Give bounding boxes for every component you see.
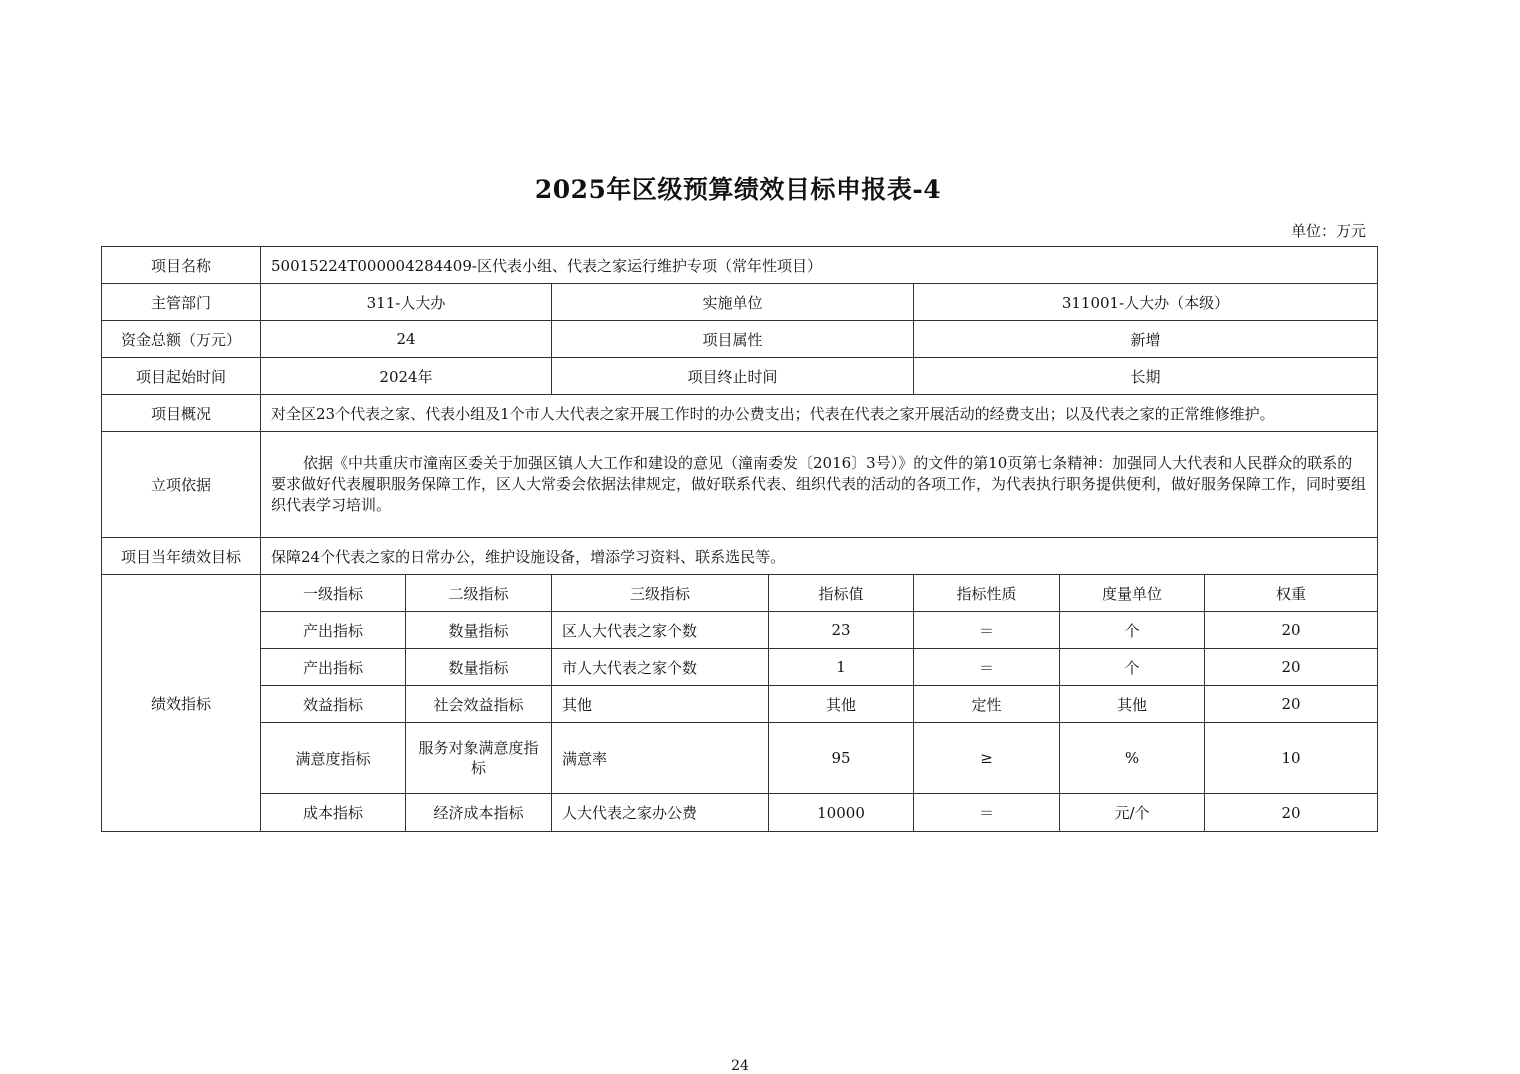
indicator-row xyxy=(102,612,1378,649)
header-level1: 一级指标 xyxy=(261,575,406,612)
project-name-value: 50015224T000004284409-区代表小组、代表之家运行维护专项（常年性项目） xyxy=(261,247,1378,284)
header-level2: 二级指标 xyxy=(406,575,552,612)
goal-label: 项目当年绩效目标 xyxy=(102,538,261,575)
weight-cell: 20 xyxy=(1205,649,1378,686)
impl-value: 311001-人大办（本级） xyxy=(914,284,1378,321)
row-basis xyxy=(102,432,1378,538)
nature-cell: ＝ xyxy=(914,649,1060,686)
page-title: 2025年区级预算绩效目标申报表-4 xyxy=(534,175,942,204)
row-period xyxy=(102,358,1378,395)
weight-cell: 20 xyxy=(1205,794,1378,832)
fund-value: 24 xyxy=(261,321,552,358)
value-cell: 1 xyxy=(769,649,914,686)
fund-label: 资金总额（万元） xyxy=(102,321,261,358)
value-cell: 23 xyxy=(769,612,914,649)
weight-cell: 20 xyxy=(1205,686,1378,723)
nature-cell: ＝ xyxy=(914,612,1060,649)
unit-cell: 其他 xyxy=(1060,686,1205,723)
level2-cell: 服务对象满意度指标 xyxy=(406,723,552,794)
level1-cell: 产出指标 xyxy=(261,649,406,686)
dept-label: 主管部门 xyxy=(102,284,261,321)
row-fund xyxy=(102,321,1378,358)
unit-cell: 元/个 xyxy=(1060,794,1205,832)
level1-cell: 产出指标 xyxy=(261,612,406,649)
level2-cell: 数量指标 xyxy=(406,649,552,686)
level2-cell: 数量指标 xyxy=(406,612,552,649)
level3-cell: 市人大代表之家个数 xyxy=(552,649,769,686)
value-cell: 95 xyxy=(769,723,914,794)
indicator-row xyxy=(102,649,1378,686)
unit-cell: 个 xyxy=(1060,612,1205,649)
value-cell: 10000 xyxy=(769,794,914,832)
unit-cell: 个 xyxy=(1060,649,1205,686)
budget-performance-table xyxy=(101,246,1378,832)
level1-cell: 效益指标 xyxy=(261,686,406,723)
attr-label: 项目属性 xyxy=(552,321,914,358)
row-department xyxy=(102,284,1378,321)
indicator-row xyxy=(102,723,1378,794)
header-value: 指标值 xyxy=(769,575,914,612)
header-nature: 指标性质 xyxy=(914,575,1060,612)
level2-cell: 经济成本指标 xyxy=(406,794,552,832)
goal-value: 保障24个代表之家的日常办公，维护设施设备，增添学习资料、联系选民等。 xyxy=(261,538,1378,575)
indicator-header-row xyxy=(102,575,1378,612)
weight-cell: 20 xyxy=(1205,612,1378,649)
overview-label: 项目概况 xyxy=(102,395,261,432)
value-cell: 其他 xyxy=(769,686,914,723)
level3-cell: 其他 xyxy=(552,686,769,723)
indicators-section-label: 绩效指标 xyxy=(102,575,261,832)
weight-cell: 10 xyxy=(1205,723,1378,794)
level1-cell: 满意度指标 xyxy=(261,723,406,794)
nature-cell: 定性 xyxy=(914,686,1060,723)
indicator-row xyxy=(102,686,1378,723)
row-project-name xyxy=(102,247,1378,284)
nature-cell: ≥ xyxy=(914,723,1060,794)
level1-cell: 成本指标 xyxy=(261,794,406,832)
attr-value: 新增 xyxy=(914,321,1378,358)
indicator-row xyxy=(102,794,1378,832)
project-name-label: 项目名称 xyxy=(102,247,261,284)
end-label: 项目终止时间 xyxy=(552,358,914,395)
basis-label: 立项依据 xyxy=(102,432,261,538)
dept-value: 311-人大办 xyxy=(261,284,552,321)
unit-label: 单位：万元 xyxy=(1290,222,1366,240)
row-overview xyxy=(102,395,1378,432)
unit-cell: % xyxy=(1060,723,1205,794)
level3-cell: 人大代表之家办公费 xyxy=(552,794,769,832)
impl-label: 实施单位 xyxy=(552,284,914,321)
overview-value: 对全区23个代表之家、代表小组及1个市人大代表之家开展工作时的办公费支出；代表在代表之家开展活动的经费支出；以及代表之家的正常维修维护。 xyxy=(261,395,1378,432)
basis-value: 依据《中共重庆市潼南区委关于加强区镇人大工作和建设的意见（潼南委发〔2016〕3号）》的文件的第10页第七条精神：加强同人大代表和人民群众的联系的要求做好代表履职服务保障工作，区人大常委会依据法律规定，做好联系代表、组织代表的活动的各项工作，为代表执行职务提供便利，做好服务保障工作，同时要组织代表学习培训。 xyxy=(271,454,1367,514)
page-number: 24 xyxy=(731,1058,749,1074)
end-value: 长期 xyxy=(914,358,1378,395)
level3-cell: 区人大代表之家个数 xyxy=(552,612,769,649)
start-label: 项目起始时间 xyxy=(102,358,261,395)
header-level3: 三级指标 xyxy=(552,575,769,612)
header-weight: 权重 xyxy=(1205,575,1378,612)
row-goal xyxy=(102,538,1378,575)
basis-cell xyxy=(261,432,1378,538)
header-unit: 度量单位 xyxy=(1060,575,1205,612)
level3-cell: 满意率 xyxy=(552,723,769,794)
level2-cell: 社会效益指标 xyxy=(406,686,552,723)
start-value: 2024年 xyxy=(261,358,552,395)
nature-cell: ＝ xyxy=(914,794,1060,832)
